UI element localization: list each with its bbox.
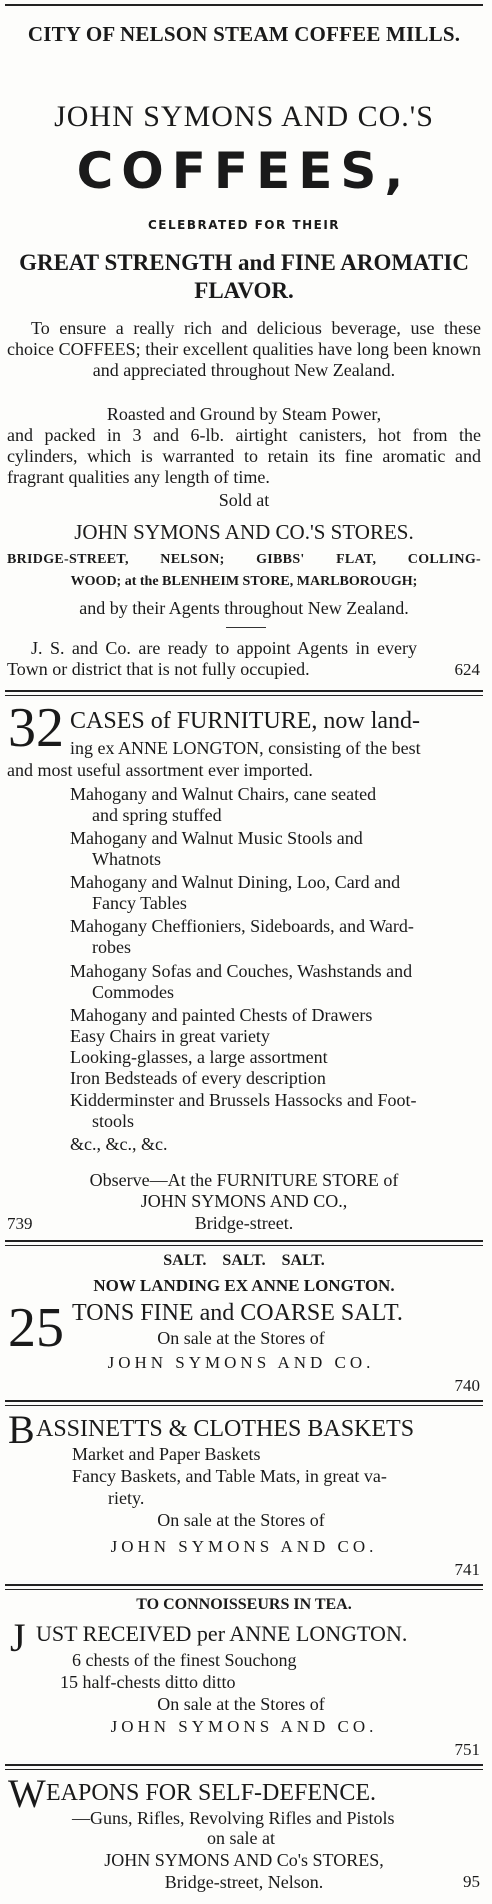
furniture-item: Looking-glasses, a large assortment	[70, 1047, 328, 1067]
ad-number-740: 740	[454, 1376, 480, 1395]
celebrated-line: CELEBRATED FOR THEIR	[147, 218, 341, 232]
section-rule	[5, 1400, 483, 1406]
drop-number-32: 32	[8, 697, 64, 759]
landing-line: NOW LANDING EX ANNE LONGTON.	[93, 1276, 395, 1295]
furniture-item: Iron Bedsteads of every description	[70, 1068, 326, 1088]
drop-number-25: 25	[8, 1297, 64, 1359]
furniture-item: Kidderminster and Brussels Hassocks and Foot-	[70, 1090, 417, 1110]
section-rule	[5, 1240, 483, 1246]
weapons-line-1: —Guns, Rifles, Revolving Rifles and Pistols	[72, 1808, 395, 1828]
coffees-title: COFFEES,	[76, 142, 412, 200]
coffee-mills-heading: CITY OF NELSON STEAM COFFEE MILLS.	[27, 22, 461, 46]
furniture-intro-2: and most useful assortment ever imported.	[7, 760, 313, 780]
furniture-firm: JOHN SYMONS AND CO.,	[140, 1191, 348, 1211]
sold-at-line: Sold at	[218, 490, 270, 510]
furniture-item: &c., &c., &c.	[70, 1134, 168, 1154]
address-line-2: WOOD; at the BLENHEIM STORE, MARLBOROUGH;	[70, 574, 418, 589]
ad-number-624: 624	[454, 660, 480, 679]
ad-number-95: 95	[463, 1872, 480, 1891]
ad-number-741: 741	[454, 1560, 480, 1579]
section-rule	[5, 1584, 483, 1590]
agents-paragraph: J. S. and Co. are ready to appoint Agents in every Town or district that is not fully occupied.	[7, 638, 417, 679]
furniture-item: and spring stuffed	[92, 805, 222, 825]
baskets-line-3: riety.	[108, 1488, 145, 1508]
weapons-street: Bridge-street, Nelson.	[164, 1872, 324, 1892]
address-line-3: and by their Agents throughout New Zealand.	[79, 598, 409, 618]
baskets-on-sale: On sale at the Stores of	[157, 1510, 325, 1530]
baskets-firm: JOHN SYMONS AND CO.	[110, 1537, 378, 1556]
strength-line-2: FLAVOR.	[194, 278, 294, 303]
section-rule	[5, 690, 483, 696]
furniture-item: Mahogany Cheffioniers, Sideboards, and Ward-	[70, 916, 414, 936]
salt-firm: JOHN SYMONS AND CO.	[107, 1353, 375, 1372]
salt-on-sale: On sale at the Stores of	[157, 1328, 325, 1348]
furniture-item: robes	[92, 937, 131, 957]
ad-number-739: 739	[7, 1214, 33, 1233]
tea-line-1: 6 chests of the finest Souchong	[72, 1650, 297, 1670]
roasted-line: Roasted and Ground by Steam Power,	[106, 404, 382, 424]
observe-line: Observe—At the FURNITURE STORE of	[89, 1170, 399, 1190]
furniture-item: stools	[92, 1111, 135, 1131]
furniture-item: Mahogany Sofas and Couches, Washstands and	[70, 961, 413, 981]
baskets-headline: ASSINETTS & CLOTHES BASKETS	[36, 1416, 415, 1442]
drop-letter-b: B	[8, 1407, 35, 1452]
tea-on-sale: On sale at the Stores of	[157, 1694, 325, 1714]
furniture-item: Whatnots	[92, 849, 161, 869]
weapons-line-2: on sale at	[207, 1828, 275, 1848]
furniture-item: Mahogany and painted Chests of Drawers	[70, 1005, 373, 1025]
furniture-item: Fancy Tables	[92, 893, 187, 913]
baskets-line-1: Market and Paper Baskets	[72, 1444, 261, 1464]
tea-headline: UST RECEIVED per ANNE LONGTON.	[36, 1621, 408, 1646]
baskets-line-2: Fancy Baskets, and Table Mats, in great va-	[72, 1466, 387, 1486]
weapons-headline: EAPONS FOR SELF-DEFENCE.	[46, 1780, 377, 1806]
coffee-body-paragraph: To ensure a really rich and delicious beverage, use these choice COFFEES; their excellent qualities have long been known and appreciated throughout New Zealand.	[7, 318, 481, 380]
stores-line: JOHN SYMONS AND CO.'S STORES.	[74, 520, 414, 544]
drop-letter-j: J	[10, 1615, 26, 1660]
furniture-street: Bridge-street.	[194, 1213, 294, 1233]
furniture-item: Easy Chairs in great variety	[70, 1026, 270, 1046]
connoisseurs-line: TO CONNOISSEURS IN TEA.	[136, 1596, 352, 1613]
furniture-item: Mahogany and Walnut Music Stools and	[70, 828, 363, 848]
top-rule	[5, 4, 483, 6]
packed-paragraph: and packed in 3 and 6-lb. airtight canisters, hot from the cylinders, which is warranted to retain its fine aromatic and fragrant qualities any length of time.	[7, 425, 481, 487]
coffee-firm-name: JOHN SYMONS AND CO.'S	[54, 100, 434, 133]
strength-line-1: GREAT STRENGTH and FINE AROMATIC	[19, 250, 469, 275]
furniture-headline: CASES of FURNITURE, now land-	[70, 708, 421, 734]
ad-number-751: 751	[454, 1740, 480, 1759]
weapons-firm: JOHN SYMONS AND Co's STORES,	[104, 1850, 384, 1870]
salt-headline: TONS FINE and COARSE SALT.	[72, 1300, 403, 1326]
short-rule	[226, 627, 266, 628]
furniture-item: Commodes	[92, 982, 175, 1002]
address-line-1: BRIDGE-STREET, NELSON; GIBBS' FLAT, COLLING-	[7, 552, 481, 567]
drop-letter-w: W	[8, 1771, 46, 1816]
salt-line: SALT. SALT. SALT.	[163, 1252, 325, 1269]
tea-line-2: 15 half-chests ditto ditto	[60, 1672, 236, 1692]
furniture-item: Mahogany and Walnut Chairs, cane seated	[70, 784, 377, 804]
furniture-item: Mahogany and Walnut Dining, Loo, Card and	[70, 872, 401, 892]
furniture-intro-1: ing ex ANNE LONGTON, consisting of the best	[70, 738, 421, 758]
section-rule	[5, 1764, 483, 1770]
tea-firm: JOHN SYMONS AND CO.	[110, 1717, 378, 1736]
